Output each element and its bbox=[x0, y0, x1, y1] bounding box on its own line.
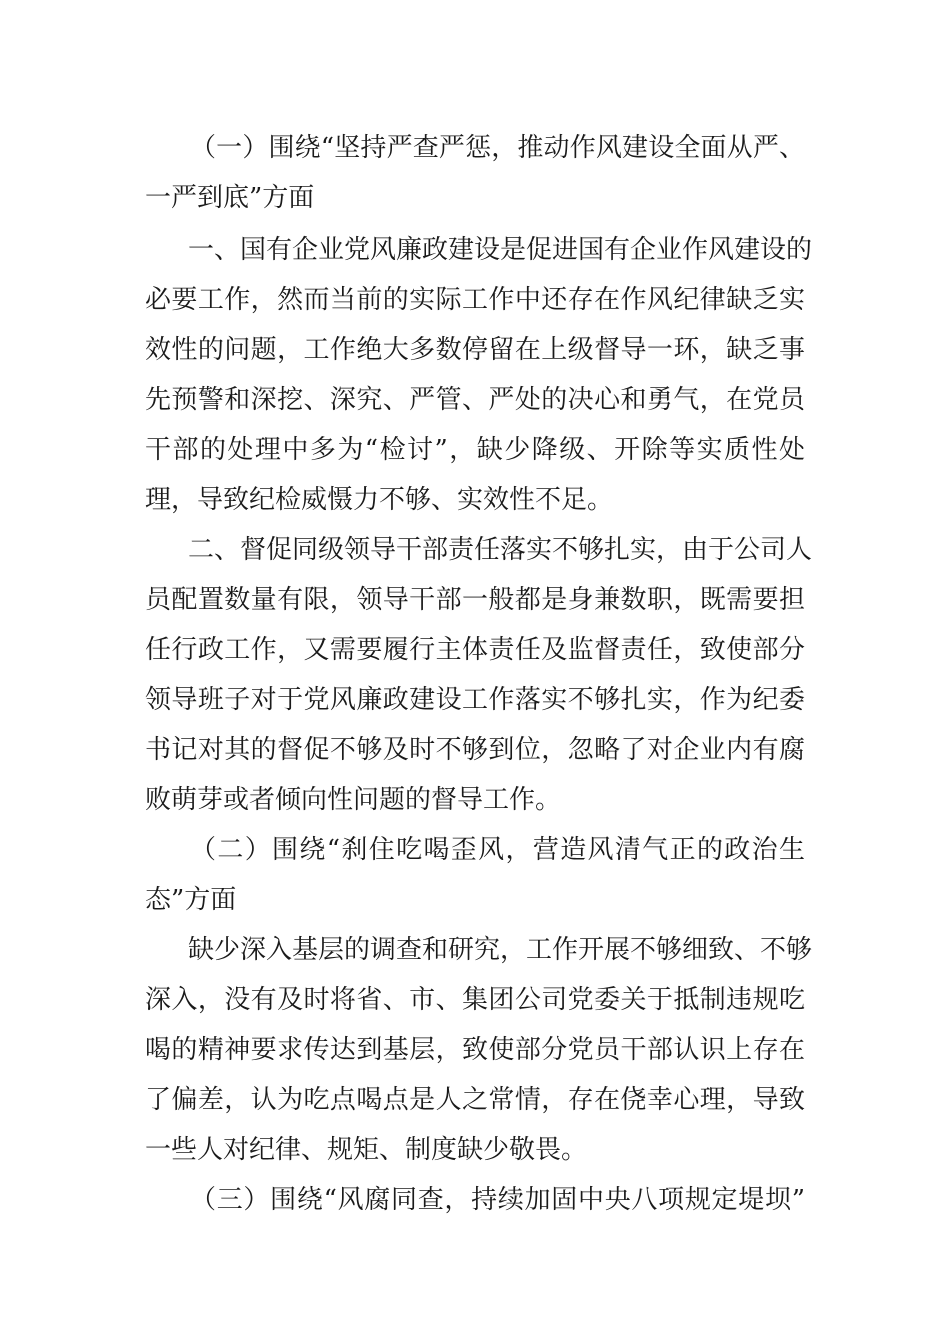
text-line: 一严到底”方面 bbox=[145, 183, 315, 213]
text-line: 理，导致纪检威慑力不够、实效性不足。 bbox=[145, 485, 614, 515]
text-line: 一些人对纪律、规矩、制度缺少敬畏。 bbox=[145, 1135, 588, 1165]
text-line: 员配置数量有限，领导干部一般都是身兼数职，既需要担 bbox=[145, 585, 805, 615]
text-line: 干部的处理中多为“检讨”，缺少降级、开除等实质性处 bbox=[145, 435, 805, 465]
text-line: 深入，没有及时将省、市、集团公司党委关于抵制违规吃 bbox=[145, 985, 805, 1015]
text-line: （一）围绕“坚持严查严惩，推动作风建设全面从严、 bbox=[190, 133, 805, 163]
text-line: 必要工作，然而当前的实际工作中还存在作风纪律缺乏实 bbox=[145, 285, 805, 315]
text-line: （二）围绕“刹住吃喝歪风，营造风清气正的政治生 bbox=[190, 835, 805, 865]
text-line: （三）围绕“风腐同查，持续加固中央八项规定堤坝” bbox=[190, 1185, 805, 1215]
text-line: 领导班子对于党风廉政建设工作落实不够扎实，作为纪委 bbox=[145, 685, 805, 715]
text-line: 效性的问题，工作绝大多数停留在上级督导一环，缺乏事 bbox=[145, 335, 805, 365]
text-line: 了偏差，认为吃点喝点是人之常情，存在侥幸心理，导致 bbox=[145, 1085, 805, 1115]
text-line: 败萌芽或者倾向性问题的督导工作。 bbox=[145, 785, 562, 815]
text-line: 任行政工作，又需要履行主体责任及监督责任，致使部分 bbox=[145, 635, 805, 665]
text-line: 态”方面 bbox=[145, 885, 237, 915]
text-line: 一、国有企业党风廉政建设是促进国有企业作风建设的 bbox=[188, 235, 813, 265]
text-line: 喝的精神要求传达到基层，致使部分党员干部认识上存在 bbox=[145, 1035, 805, 1065]
text-line: 书记对其的督促不够及时不够到位，忽略了对企业内有腐 bbox=[145, 735, 805, 765]
text-line: 先预警和深挖、深究、严管、严处的决心和勇气，在党员 bbox=[145, 385, 805, 415]
text-line: 缺少深入基层的调查和研究，工作开展不够细致、不够 bbox=[188, 935, 813, 965]
text-line: 二、督促同级领导干部责任落实不够扎实，由于公司人 bbox=[188, 535, 813, 565]
